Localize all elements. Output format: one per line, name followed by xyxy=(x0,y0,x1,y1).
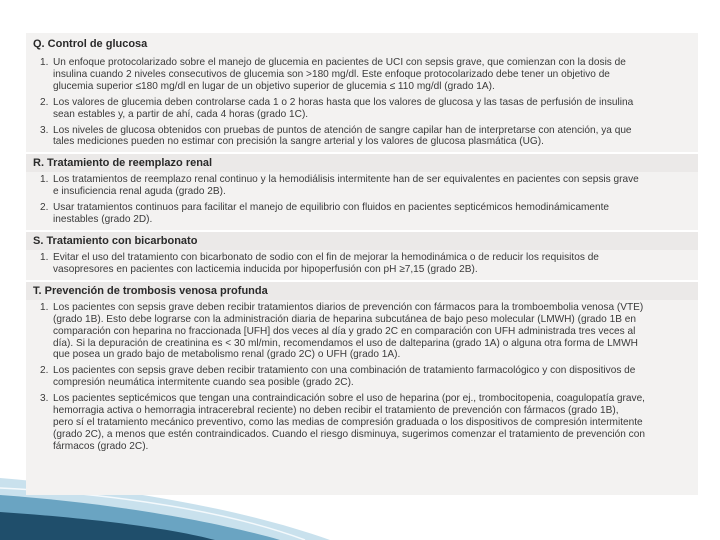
item-number: 1. xyxy=(40,301,49,313)
item-number: 2. xyxy=(40,96,49,108)
item-text-line: insulina cuando 2 niveles consecutivos de glucemia son >180 mg/dl. Este enfoque protocolarizado debe tener un objetivo de xyxy=(53,68,610,80)
item-text-line: hemorragia activa o hemorragia intracerebral reciente) no deben recibir el tratamiento de prevención con fármacos (grado 1B), xyxy=(53,405,619,417)
item-text-line: vasopresores en pacientes con lacticemia inducida por hipoperfusión con pH ≥7,15 (grado 2B). xyxy=(53,263,478,275)
item-text-line: compresión neumática intermitente cuando sea posible (grado 2C). xyxy=(53,377,354,389)
recommendation-item xyxy=(26,57,698,93)
item-text-line: Los pacientes septicémicos que tengan una contraindicación sobre el uso de heparina (por ej., trombocitopenia, coagulopatía grave, xyxy=(53,393,645,405)
item-text-line: sean estables y, a partir de ahí, cada 4 horas (grado 1C). xyxy=(53,108,309,120)
item-text-line: comparación con heparina no fraccionada [UFH] dos veces al día y grado 2C en comparación con UFH administrada tres veces al xyxy=(53,325,636,337)
item-number: 3. xyxy=(40,124,49,136)
item-text-line: tales mediciones pueden no estimar con precisión la sangre arterial y los valores de glucosa plasmática (UG). xyxy=(53,136,544,148)
recommendation-item xyxy=(26,97,698,121)
section-heading: S. Tratamiento con bicarbonato xyxy=(26,232,698,250)
item-number: 1. xyxy=(40,251,49,263)
item-text-line: Los pacientes con sepsis grave deben recibir tratamientos diarios de prevención con fármacos para la tromboembolia venosa (VTE) xyxy=(53,301,644,313)
item-number: 1. xyxy=(40,174,49,186)
item-text-line: fármacos (grado 2C). xyxy=(53,440,149,452)
item-text-line: pero sí el tratamiento mecánico preventivo, como las medias de compresión graduada o los dispositivos de compresión intermitente xyxy=(53,416,643,428)
item-text-line: Usar tratamientos continuos para facilitar el manejo de equilibrio con fluidos en pacientes septicémicos hemodinámicamente xyxy=(53,202,610,214)
recommendation-item xyxy=(26,393,698,453)
item-text-line: Los tratamientos de reemplazo renal continuo y la hemodiálisis intermitente han de ser equivalentes en pacientes con sepsis grave xyxy=(53,174,639,186)
item-text-line: que posea un grado bajo de metabolismo renal (grado 2C) o UFH (grado 1A). xyxy=(53,349,401,361)
item-text-line: día). Si la depuración de creatinina es < 30 ml/min, recomendamos el uso de dalteparina (grado 1A) o alguna otra forma de LMWH xyxy=(53,337,638,349)
section-heading: T. Prevención de trombosis venosa profunda xyxy=(26,282,698,300)
document-panel xyxy=(26,33,698,495)
item-text-line: glucemia superior ≤180 mg/dl en lugar de un objetivo superior de glucemia ≤ 110 mg/dl (grado 1A). xyxy=(53,80,495,92)
recommendation-item xyxy=(26,302,698,362)
item-text-line: Los pacientes con sepsis grave deben recibir tratamiento con una combinación de tratamiento farmacológico y con dispositivos de xyxy=(53,365,636,377)
recommendation-item xyxy=(26,365,698,389)
recommendation-item xyxy=(26,174,698,198)
item-text-line: Los niveles de glucosa obtenidos con pruebas de puntos de atención de sangre capilar han de interpretarse con atención, ya que xyxy=(53,124,632,136)
item-number: 2. xyxy=(40,365,49,377)
item-text-line: Un enfoque protocolarizado sobre el manejo de glucemia en pacientes de UCI con sepsis grave, que comienzan con la dosis de xyxy=(53,57,626,68)
recommendation-item xyxy=(26,252,698,276)
item-number: 2. xyxy=(40,202,49,214)
item-text-line: e insuficiencia renal aguda (grado 2B). xyxy=(53,186,226,198)
section-heading: R. Tratamiento de reemplazo renal xyxy=(26,154,698,172)
item-number: 3. xyxy=(40,393,49,405)
section-heading: Q. Control de glucosa xyxy=(33,38,148,50)
item-text-line: (grado 1B). Esto debe lograrse con la administración diaria de heparina subcutánea de bajo peso molecular (LMWH) (grado 1B en xyxy=(53,313,636,325)
item-text-line: Evitar el uso del tratamiento con bicarbonato de sodio con el fin de mejorar la hemodinámica o de reducir los requisitos de xyxy=(53,251,599,263)
recommendation-item xyxy=(26,202,698,226)
item-text-line: inestables (grado 2D). xyxy=(53,214,153,226)
item-text-line: (grado 2C), a menos que estén contraindicados. Cuando el riesgo disminuya, sugerimos comenzar el tratamiento de prevención con xyxy=(53,428,645,440)
recommendation-item xyxy=(26,125,698,149)
item-number: 1. xyxy=(40,57,49,68)
item-text-line: Los valores de glucemia deben controlarse cada 1 o 2 horas hasta que los valores de glucosa y las tasas de perfusión de insulina xyxy=(53,96,634,108)
